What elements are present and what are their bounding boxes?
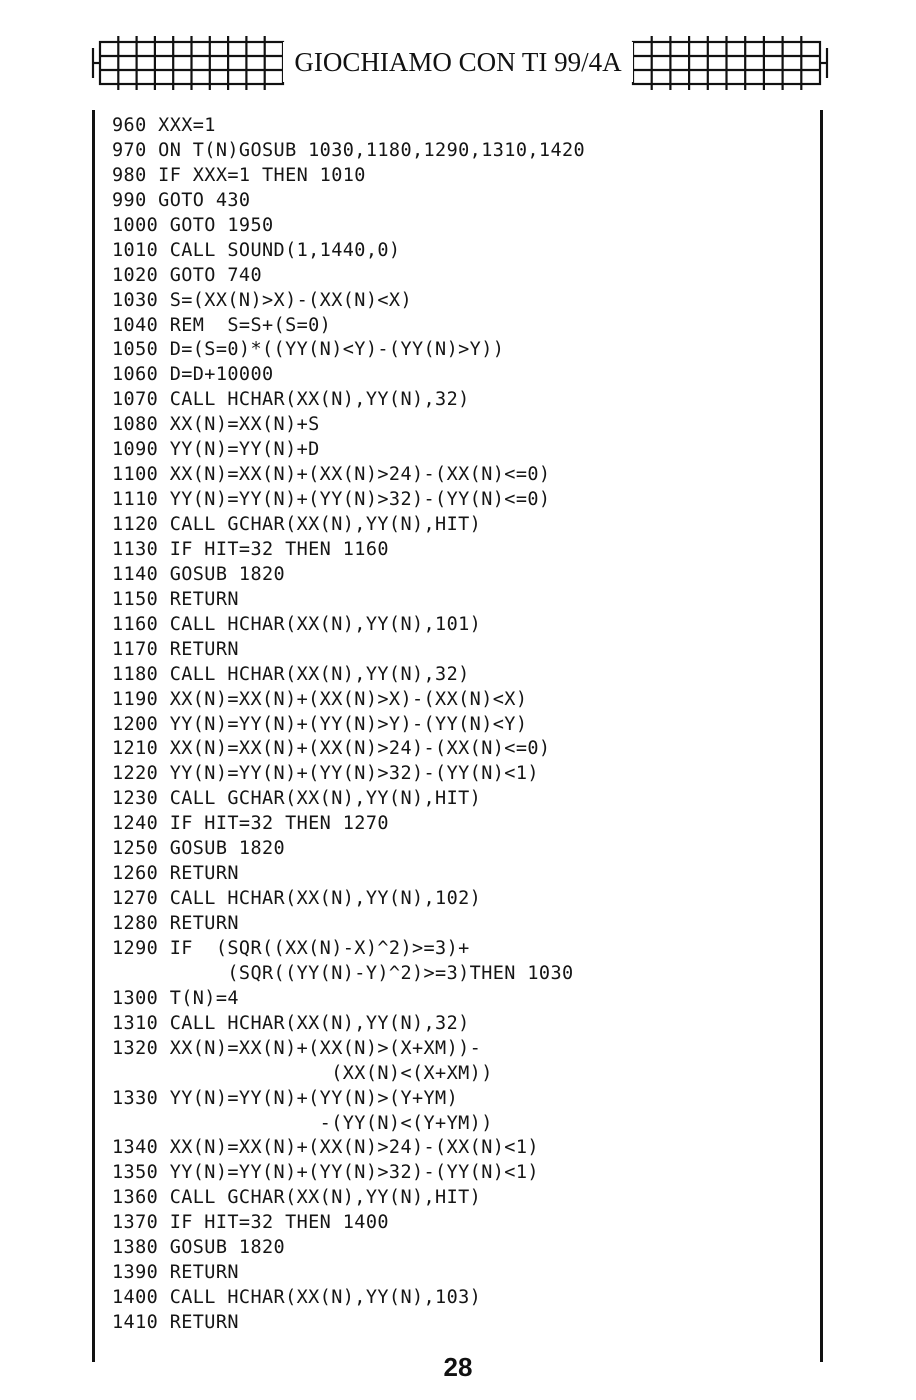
code-line: 1390 RETURN xyxy=(112,1262,239,1284)
code-line: 1200 YY(N)=YY(N)+(YY(N)>Y)-(YY(N)<Y) xyxy=(112,713,528,735)
code-line: 1130 IF HIT=32 THEN 1160 xyxy=(112,538,389,560)
code-line: 1000 GOTO 1950 xyxy=(112,214,274,236)
page-number: 28 xyxy=(443,1352,473,1382)
code-line: 1240 IF HIT=32 THEN 1270 xyxy=(112,813,389,835)
code-line: 1070 CALL HCHAR(XX(N),YY(N),32) xyxy=(112,389,470,411)
code-line: 1410 RETURN xyxy=(112,1312,239,1333)
right-margin-rule xyxy=(820,110,823,1362)
code-line: (SQR((YY(N)-Y)^2)>=3)THEN 1030 xyxy=(112,962,574,984)
code-line: 1030 S=(XX(N)>X)-(XX(N)<X) xyxy=(112,289,412,311)
code-line: 1040 REM S=S+(S=0) xyxy=(112,314,332,336)
code-line: 1020 GOTO 740 xyxy=(112,264,262,286)
code-line: 1350 YY(N)=YY(N)+(YY(N)>32)-(YY(N)<1) xyxy=(112,1162,539,1184)
code-line: 1370 IF HIT=32 THEN 1400 xyxy=(112,1212,389,1234)
code-line: 1190 XX(N)=XX(N)+(XX(N)>X)-(XX(N)<X) xyxy=(112,688,528,710)
code-line: 960 XXX=1 xyxy=(112,115,216,136)
code-line: 1290 IF (SQR((XX(N)-X)^2)>=3)+ xyxy=(112,937,470,959)
code-line: 1110 YY(N)=YY(N)+(YY(N)>32)-(YY(N)<=0) xyxy=(112,489,551,511)
code-line: 1230 CALL GCHAR(XX(N),YY(N),HIT) xyxy=(112,788,482,810)
code-line: 1270 CALL HCHAR(XX(N),YY(N),102) xyxy=(112,888,482,910)
code-line: 1180 CALL HCHAR(XX(N),YY(N),32) xyxy=(112,663,470,685)
code-line: 1140 GOSUB 1820 xyxy=(112,563,286,585)
book-title: GIOCHIAMO CON TI 99/4A xyxy=(283,42,633,82)
code-line: 1250 GOSUB 1820 xyxy=(112,838,286,860)
code-line: 1360 CALL GCHAR(XX(N),YY(N),HIT) xyxy=(112,1187,482,1209)
code-line: 1100 XX(N)=XX(N)+(XX(N)>24)-(XX(N)<=0) xyxy=(112,464,551,486)
code-line: 1050 D=(S=0)*((YY(N)<Y)-(YY(N)>Y)) xyxy=(112,339,505,361)
code-line: 1220 YY(N)=YY(N)+(YY(N)>32)-(YY(N)<1) xyxy=(112,763,539,785)
code-line: 1060 D=D+10000 xyxy=(112,364,274,386)
code-line: 1280 RETURN xyxy=(112,913,239,934)
code-line: 1400 CALL HCHAR(XX(N),YY(N),103) xyxy=(112,1287,482,1309)
code-line: (XX(N)<(X+XM)) xyxy=(112,1062,493,1084)
code-line: 1120 CALL GCHAR(XX(N),YY(N),HIT) xyxy=(112,514,482,535)
code-line: 1260 RETURN xyxy=(112,863,239,885)
code-line: 1300 T(N)=4 xyxy=(112,987,239,1009)
code-line: 1330 YY(N)=YY(N)+(YY(N)>(Y+YM) xyxy=(112,1087,459,1109)
code-line: 1080 XX(N)=XX(N)+S xyxy=(112,414,320,436)
code-line: 1090 YY(N)=YY(N)+D xyxy=(112,439,320,461)
left-margin-rule xyxy=(92,110,95,1362)
page-header xyxy=(0,0,916,110)
code-line: 970 ON T(N)GOSUB 1030,1180,1290,1310,1420 xyxy=(112,139,586,161)
code-line: 1010 CALL SOUND(1,1440,0) xyxy=(112,239,401,261)
code-line: 1320 XX(N)=XX(N)+(XX(N)>(X+XM))- xyxy=(112,1037,482,1059)
code-line: 1310 CALL HCHAR(XX(N),YY(N),32) xyxy=(112,1012,470,1034)
code-line: 1380 GOSUB 1820 xyxy=(112,1237,286,1259)
code-line: 990 GOTO 430 xyxy=(112,189,251,211)
basic-code-listing xyxy=(112,114,812,1336)
code-line: 1150 RETURN xyxy=(112,588,239,610)
code-line: 1170 RETURN xyxy=(112,638,239,660)
code-line: 980 IF XXX=1 THEN 1010 xyxy=(112,164,366,186)
code-line: 1210 XX(N)=XX(N)+(XX(N)>24)-(XX(N)<=0) xyxy=(112,738,551,760)
code-line: -(YY(N)<(Y+YM)) xyxy=(112,1112,493,1134)
code-line: 1340 XX(N)=XX(N)+(XX(N)>24)-(XX(N)<1) xyxy=(112,1137,539,1159)
code-line: 1160 CALL HCHAR(XX(N),YY(N),101) xyxy=(112,613,482,635)
